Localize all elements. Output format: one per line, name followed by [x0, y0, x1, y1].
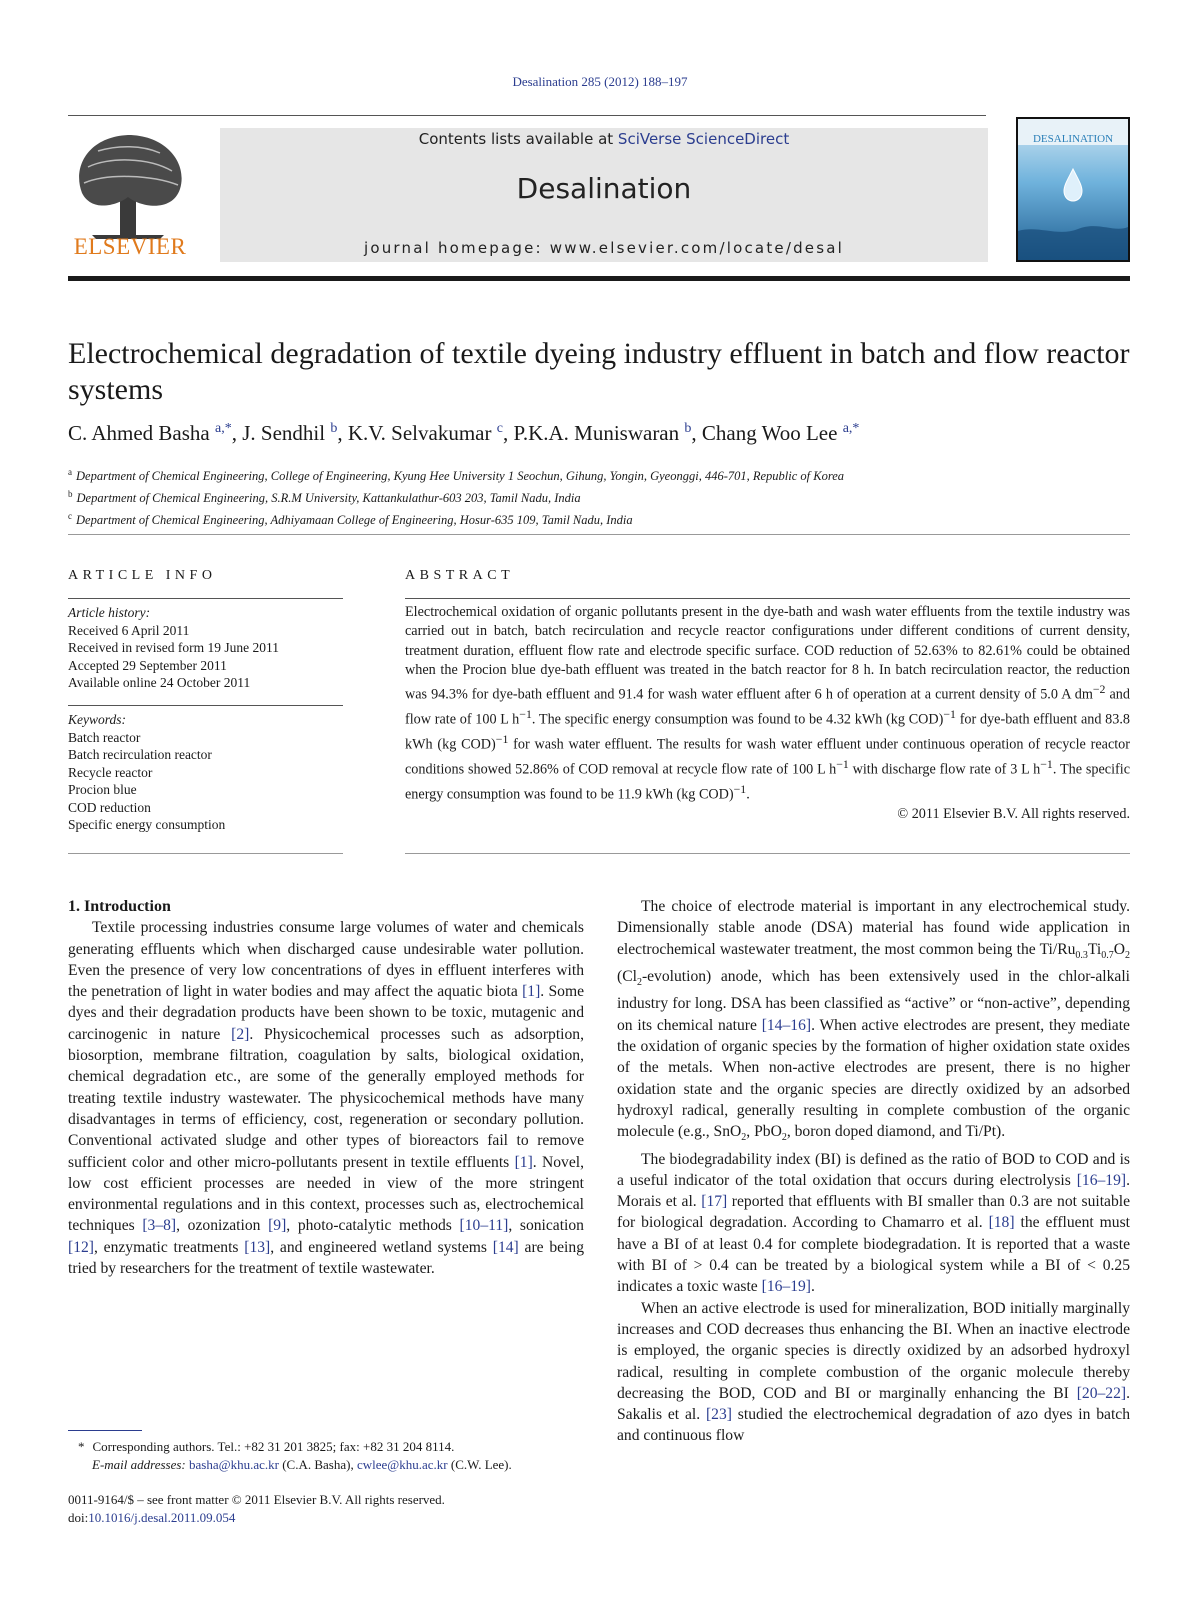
- journal-name: Desalination: [516, 172, 692, 205]
- journal-citation[interactable]: Desalination 285 (2012) 188–197: [512, 74, 688, 89]
- elsevier-logo[interactable]: [68, 127, 192, 262]
- citation-link[interactable]: [1]: [514, 1153, 533, 1171]
- journal-banner: [220, 128, 988, 262]
- author-name: P.K.A. Muniswaran: [513, 421, 685, 445]
- keyword-item: Recycle reactor: [68, 764, 153, 780]
- email-link[interactable]: cwlee@khu.ac.kr: [356, 1457, 448, 1472]
- article-title: Electrochemical degradation of textile dyeing industry effluent in batch and flow reactor systems: [68, 337, 1130, 406]
- cover-title: DESALINATION: [1032, 133, 1114, 145]
- citation-link[interactable]: [1]: [522, 983, 541, 1001]
- paragraph: The choice of electrode material is important in any electrochemical study. Dimensionally stable anode (DSA) material has found wide application in electrochemical wastewater treatment, the most common being the $Ti/Ru_{0.3}Ti_{0.7}O_2$ $(Cl_2-evolution)$ anode, which has been extensively used in the chlor-alkali industry for long. DSA has been classified as “active” or “non-active”, depending on its chemical nature [14–16]. When active electrodes are present, they mediate the oxidation of organic species by the formation of higher oxidation state oxides of the metals. When non-active electrodes are present, there is no higher oxidation state and the organic species are directly oxidized by an adsorbed hydroxyl radical, generally resulting in complete combustion of the organic molecule (e.g., SnO$_2$, PbO$_2$, boron doped diamond, and Ti/Pt).: [617, 898, 1130, 1144]
- keyword-item: Batch reactor: [68, 729, 141, 745]
- citation-link[interactable]: [14–16]: [761, 1016, 812, 1034]
- author-name: J. Sendhil: [242, 421, 331, 445]
- contents-line: Contents lists available at SciVerse ScienceDirect: [418, 130, 790, 148]
- citation-link[interactable]: [2]: [231, 1025, 250, 1043]
- footnote-rule: [68, 1430, 142, 1431]
- history-item: Accepted 29 September 2011: [68, 657, 227, 673]
- citation-link[interactable]: [20–22]: [1076, 1384, 1127, 1402]
- email-link[interactable]: basha@khu.ac.kr: [189, 1457, 279, 1472]
- issn-line: 0011-9164/$ – see front matter © 2011 Elsevier B.V. All rights reserved.: [68, 1492, 445, 1507]
- affiliation-item: $^a$ Department of Chemical Engineering, College of Engineering, Kyung Hee University 1 Seochun, Gihung, Yongin, Gyeonggi, 446-701, Republic of Korea: [68, 467, 845, 484]
- citation-link[interactable]: [23]: [705, 1406, 732, 1424]
- body-right-column: [617, 896, 1130, 1447]
- footnote-star: *: [78, 1439, 85, 1454]
- citation-link[interactable]: [3–8]: [142, 1217, 177, 1235]
- author-name: C. Ahmed Basha: [68, 421, 215, 445]
- article-info-heading: ARTICLE INFO: [68, 568, 217, 583]
- elsevier-wordmark: ELSEVIER: [73, 234, 187, 259]
- abstract-text: Electrochemical oxidation of organic pollutants present in the dye-bath and wash water effluents from the textile industry was carried out in batch, batch recirculation and recycle reactor configurations under different conditions of current density, treatment duration, effluent flow rate and electrode specific surface. COD reduction of 52.63% to 82.61% could be obtained when the Procion blue dye-bath effluent was treated in the batch reactor for 8 h. In batch recirculation reactor, the reduction was 94.3% for dye-bath effluent and 91.4 for wash water effluent after 6 h of operation at a current density of 5.0 A $dm^{-2}$ and flow rate of 100 L $h^{-1}$. The specific energy consumption was found to be 4.32 kWh (kg COD)$^{-1}$ for dye-bath effluent and 83.8 kWh (kg COD)$^{-1}$ for wash water effluent. The results for wash water effluent under continuous operation of recycle reactor conditions showed 52.86% of COD removal at recycle flow rate of 100 L $h^{-1}$ with discharge flow rate of 3 L $h^{-1}$. The specific energy consumption was found to be 11.9 kWh (kg COD)$^{-1}$. © 2011 Elsevier B.V. All rights reserved.: [405, 603, 1130, 825]
- citation-link[interactable]: [10–11]: [459, 1217, 509, 1235]
- author-affil-mark[interactable]: b: [684, 421, 692, 436]
- citation-link[interactable]: [16–19]: [1076, 1171, 1127, 1189]
- keywords: [68, 711, 343, 834]
- doi-link[interactable]: 10.1016/j.desal.2011.09.054: [88, 1509, 236, 1525]
- divider: [68, 598, 343, 599]
- paragraph: The biodegradability index (BI) is defined as the ratio of BOD to COD and is a useful indicator of the total oxidation that occurs during electrolysis [16–19]. Morais et al. [17] reported that effluents with BI smaller than 0.3 are not suitable for biological degradation. According to Chamarro et al. [18] the effluent must have a BI of at least 0.4 for complete biodegradation. It is reported that a waste with BI of > 0.4 can be treated by a biological system while a BI of < 0.25 indicates a toxic waste [16–19].: [617, 1150, 1131, 1296]
- divider: [405, 853, 1130, 854]
- citation-link[interactable]: [12]: [68, 1238, 94, 1256]
- affiliations: [68, 463, 1130, 529]
- paragraph: When an active electrode is used for mineralization, BOD initially marginally increases and COD decreases thus enhancing the BI. When an inactive electrode is employed, the organic species is directly oxidized by an adsorbed hydroxyl radical, resulting in complete combustion of the organic molecule thereby decreasing the BOD, COD and BI or marginally enhancing the BI [20–22]. Sakalis et al. [23] studied the electrochemical degradation of azo dyes in batch and continuous flow: [617, 1299, 1130, 1445]
- journal-homepage[interactable]: journal homepage: www.elsevier.com/locate/desal: [363, 239, 845, 257]
- section-divider: [68, 534, 1130, 535]
- author-affil-mark[interactable]: c: [496, 421, 503, 436]
- keyword-item: COD reduction: [68, 799, 151, 815]
- citation-link[interactable]: [18]: [988, 1214, 1015, 1232]
- citation-link[interactable]: [17]: [701, 1193, 728, 1211]
- divider: [68, 853, 343, 854]
- history-label: Article history:: [68, 605, 151, 620]
- sciencedirect-link[interactable]: SciVerse ScienceDirect: [617, 130, 790, 148]
- paragraph: Textile processing industries consume large volumes of water and chemicals generating effluents which when discharged cause undesirable water pollution. Even the presence of very low concentrations of dyes in effluent interferes with the penetration of light in water bodies and may affect the aquatic biota [1]. Some dyes and their degradation products have been shown to be toxic, mutagenic and carcinogenic in nature [2]. Physicochemical processes such as adsorption, biosorption, membrane filtration, coagulation by salts, biological oxidation, chemical degradation etc., are some of the generally employed methods for treating textile industry wastewater. The physicochemical methods have many disadvantages in terms of efficiency, cost, regeneration or secondary pollution. Conventional activated sludge and other types of bioreactors fail to remove sufficient color and other micro-pollutants present in textile effluents [1]. Novel, low cost efficient processes are needed in view of the more stringent environmental regulations and in this context, processes such as, electrochemical techniques [3–8], ozonization [9], photo-catalytic methods [10–11], sonication [12], enzymatic treatments [13], and engineered wetland systems [14] are being tried by researchers for the treatment of textile wastewater.: [68, 919, 584, 1278]
- abstract-heading: ABSTRACT: [405, 568, 515, 583]
- author-affil-mark[interactable]: a,*: [215, 421, 232, 436]
- author-list: C. Ahmed Basha $^{a,*}$, J. Sendhil $^b$, K.V. Selvakumar $^c$, P.K.A. Muniswaran $^b$, Chang Woo Lee $^{a,*}$: [68, 421, 860, 445]
- journal-cover-image[interactable]: [1016, 117, 1130, 262]
- header-rule: [68, 115, 986, 116]
- affiliation-item: $^c$ Department of Chemical Engineering, Adhiyamaan College of Engineering, Hosur-635 109, Tamil Nadu, India: [68, 511, 633, 528]
- divider: [68, 705, 343, 706]
- keyword-item: Specific energy consumption: [68, 817, 226, 832]
- history-item: Received 6 April 2011: [68, 622, 190, 638]
- article-history: [68, 604, 343, 692]
- keywords-label: Keywords:: [68, 712, 126, 727]
- history-item: Received in revised form 19 June 2011: [68, 640, 279, 655]
- keyword-item: Batch recirculation reactor: [68, 747, 212, 762]
- author-name: K.V. Selvakumar: [347, 421, 497, 445]
- body-left-column: [68, 896, 584, 1279]
- citation-link[interactable]: [16–19]: [761, 1278, 811, 1296]
- divider: [405, 598, 1130, 599]
- section-heading-introduction: 1. Introduction: [68, 898, 171, 915]
- corresponding-author-footnote: * Corresponding authors. Tel.: +82 31 201 3825; fax: +82 31 204 8114. E-mail addresses: basha@khu.ac.kr (C.A. Basha), cwlee@khu.ac.kr (C.W. Lee).: [78, 1439, 512, 1472]
- citation-link[interactable]: [9]: [268, 1217, 287, 1235]
- citation-link[interactable]: [13]: [244, 1238, 271, 1256]
- history-item: Available online 24 October 2011: [68, 675, 251, 690]
- affiliation-item: $^b$ Department of Chemical Engineering, S.R.M University, Kattankulathur-603 203, Tamil Nadu, India: [68, 489, 581, 506]
- citation-link[interactable]: [14]: [492, 1238, 519, 1256]
- keyword-item: Procion blue: [68, 782, 137, 797]
- front-matter: 0011-9164/$ – see front matter © 2011 Elsevier B.V. All rights reserved. doi:10.1016/j.desal.2011.09.054: [68, 1491, 628, 1526]
- author-affil-mark[interactable]: a,*: [842, 421, 860, 436]
- abstract-copyright: © 2011 Elsevier B.V. All rights reserved.: [897, 806, 1130, 823]
- author-affil-mark[interactable]: b: [330, 421, 338, 436]
- author-name: Chang Woo Lee: [701, 421, 843, 445]
- header-thick-rule: [68, 276, 1130, 281]
